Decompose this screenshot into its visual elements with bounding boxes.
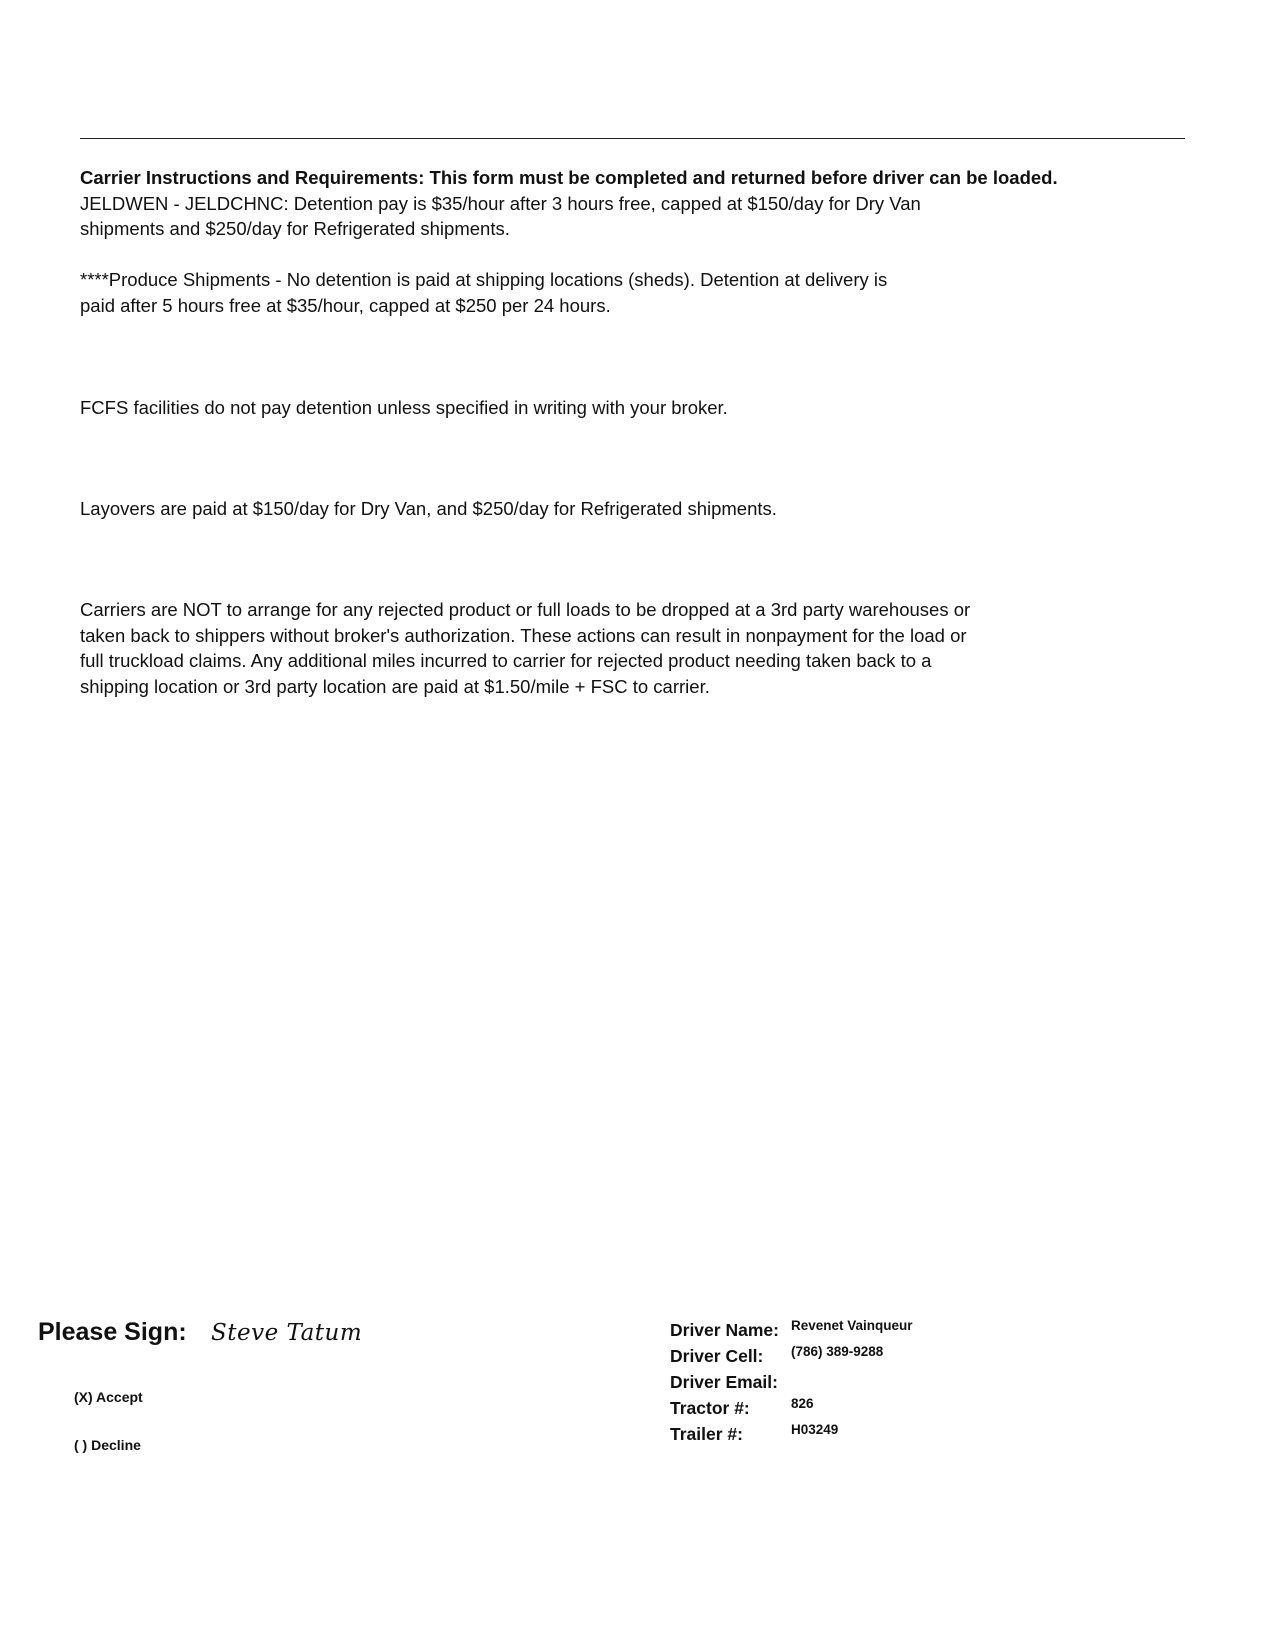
tractor-label: Tractor #: (670, 1398, 750, 1418)
signature-field[interactable]: Steve Tatum (211, 1320, 363, 1346)
rejected-product-policy-text: Carriers are NOT to arrange for any rejected product or full loads to be dropped at a 3rd party warehouses or taken back to shippers without broker's authorization. These actions can result in nonpayment for the load or full truckload claims. Any additional miles incurred to carrier for rejected product needing taken back to a shipping location or 3rd party location are paid at $1.50/mile + FSC to carrier. (80, 599, 971, 697)
driver-cell-label: Driver Cell: (670, 1346, 764, 1366)
header-divider (80, 138, 1185, 139)
carrier-instructions-paragraph (80, 165, 1200, 242)
trailer-value[interactable]: H03249 (791, 1422, 839, 1437)
instructions-heading: Carrier Instructions and Requirements: This form must be completed and returned before driver can be loaded. (80, 167, 1058, 188)
trailer-label: Trailer #: (670, 1424, 743, 1444)
tractor-value[interactable]: 826 (791, 1396, 814, 1411)
driver-email-label: Driver Email: (670, 1372, 778, 1392)
please-sign-label: Please Sign: (38, 1318, 187, 1346)
driver-cell-value[interactable]: (786) 389-9288 (791, 1344, 884, 1359)
accept-option[interactable]: (X) Accept (74, 1389, 143, 1405)
produce-shipments-text: ****Produce Shipments - No detention is paid at shipping locations (sheds). Detention at delivery is paid after 5 hours free at $35/hour, capped at $250 per 24 hours. (80, 269, 888, 316)
decline-option[interactable]: ( ) Decline (74, 1437, 141, 1453)
detention-policy-text: JELDWEN - JELDCHNC: Detention pay is $35/hour after 3 hours free, capped at $150/day for Dry Van shipments and $250/day for Refrigerated shipments. (80, 192, 921, 239)
layover-policy-text: Layovers are paid at $150/day for Dry Van, and $250/day for Refrigerated shipments. (80, 498, 777, 519)
fcfs-policy-text: FCFS facilities do not pay detention unless specified in writing with your broker. (80, 397, 728, 418)
driver-name-label: Driver Name: (670, 1320, 779, 1340)
driver-name-value[interactable]: Revenet Vainqueur (791, 1318, 913, 1333)
